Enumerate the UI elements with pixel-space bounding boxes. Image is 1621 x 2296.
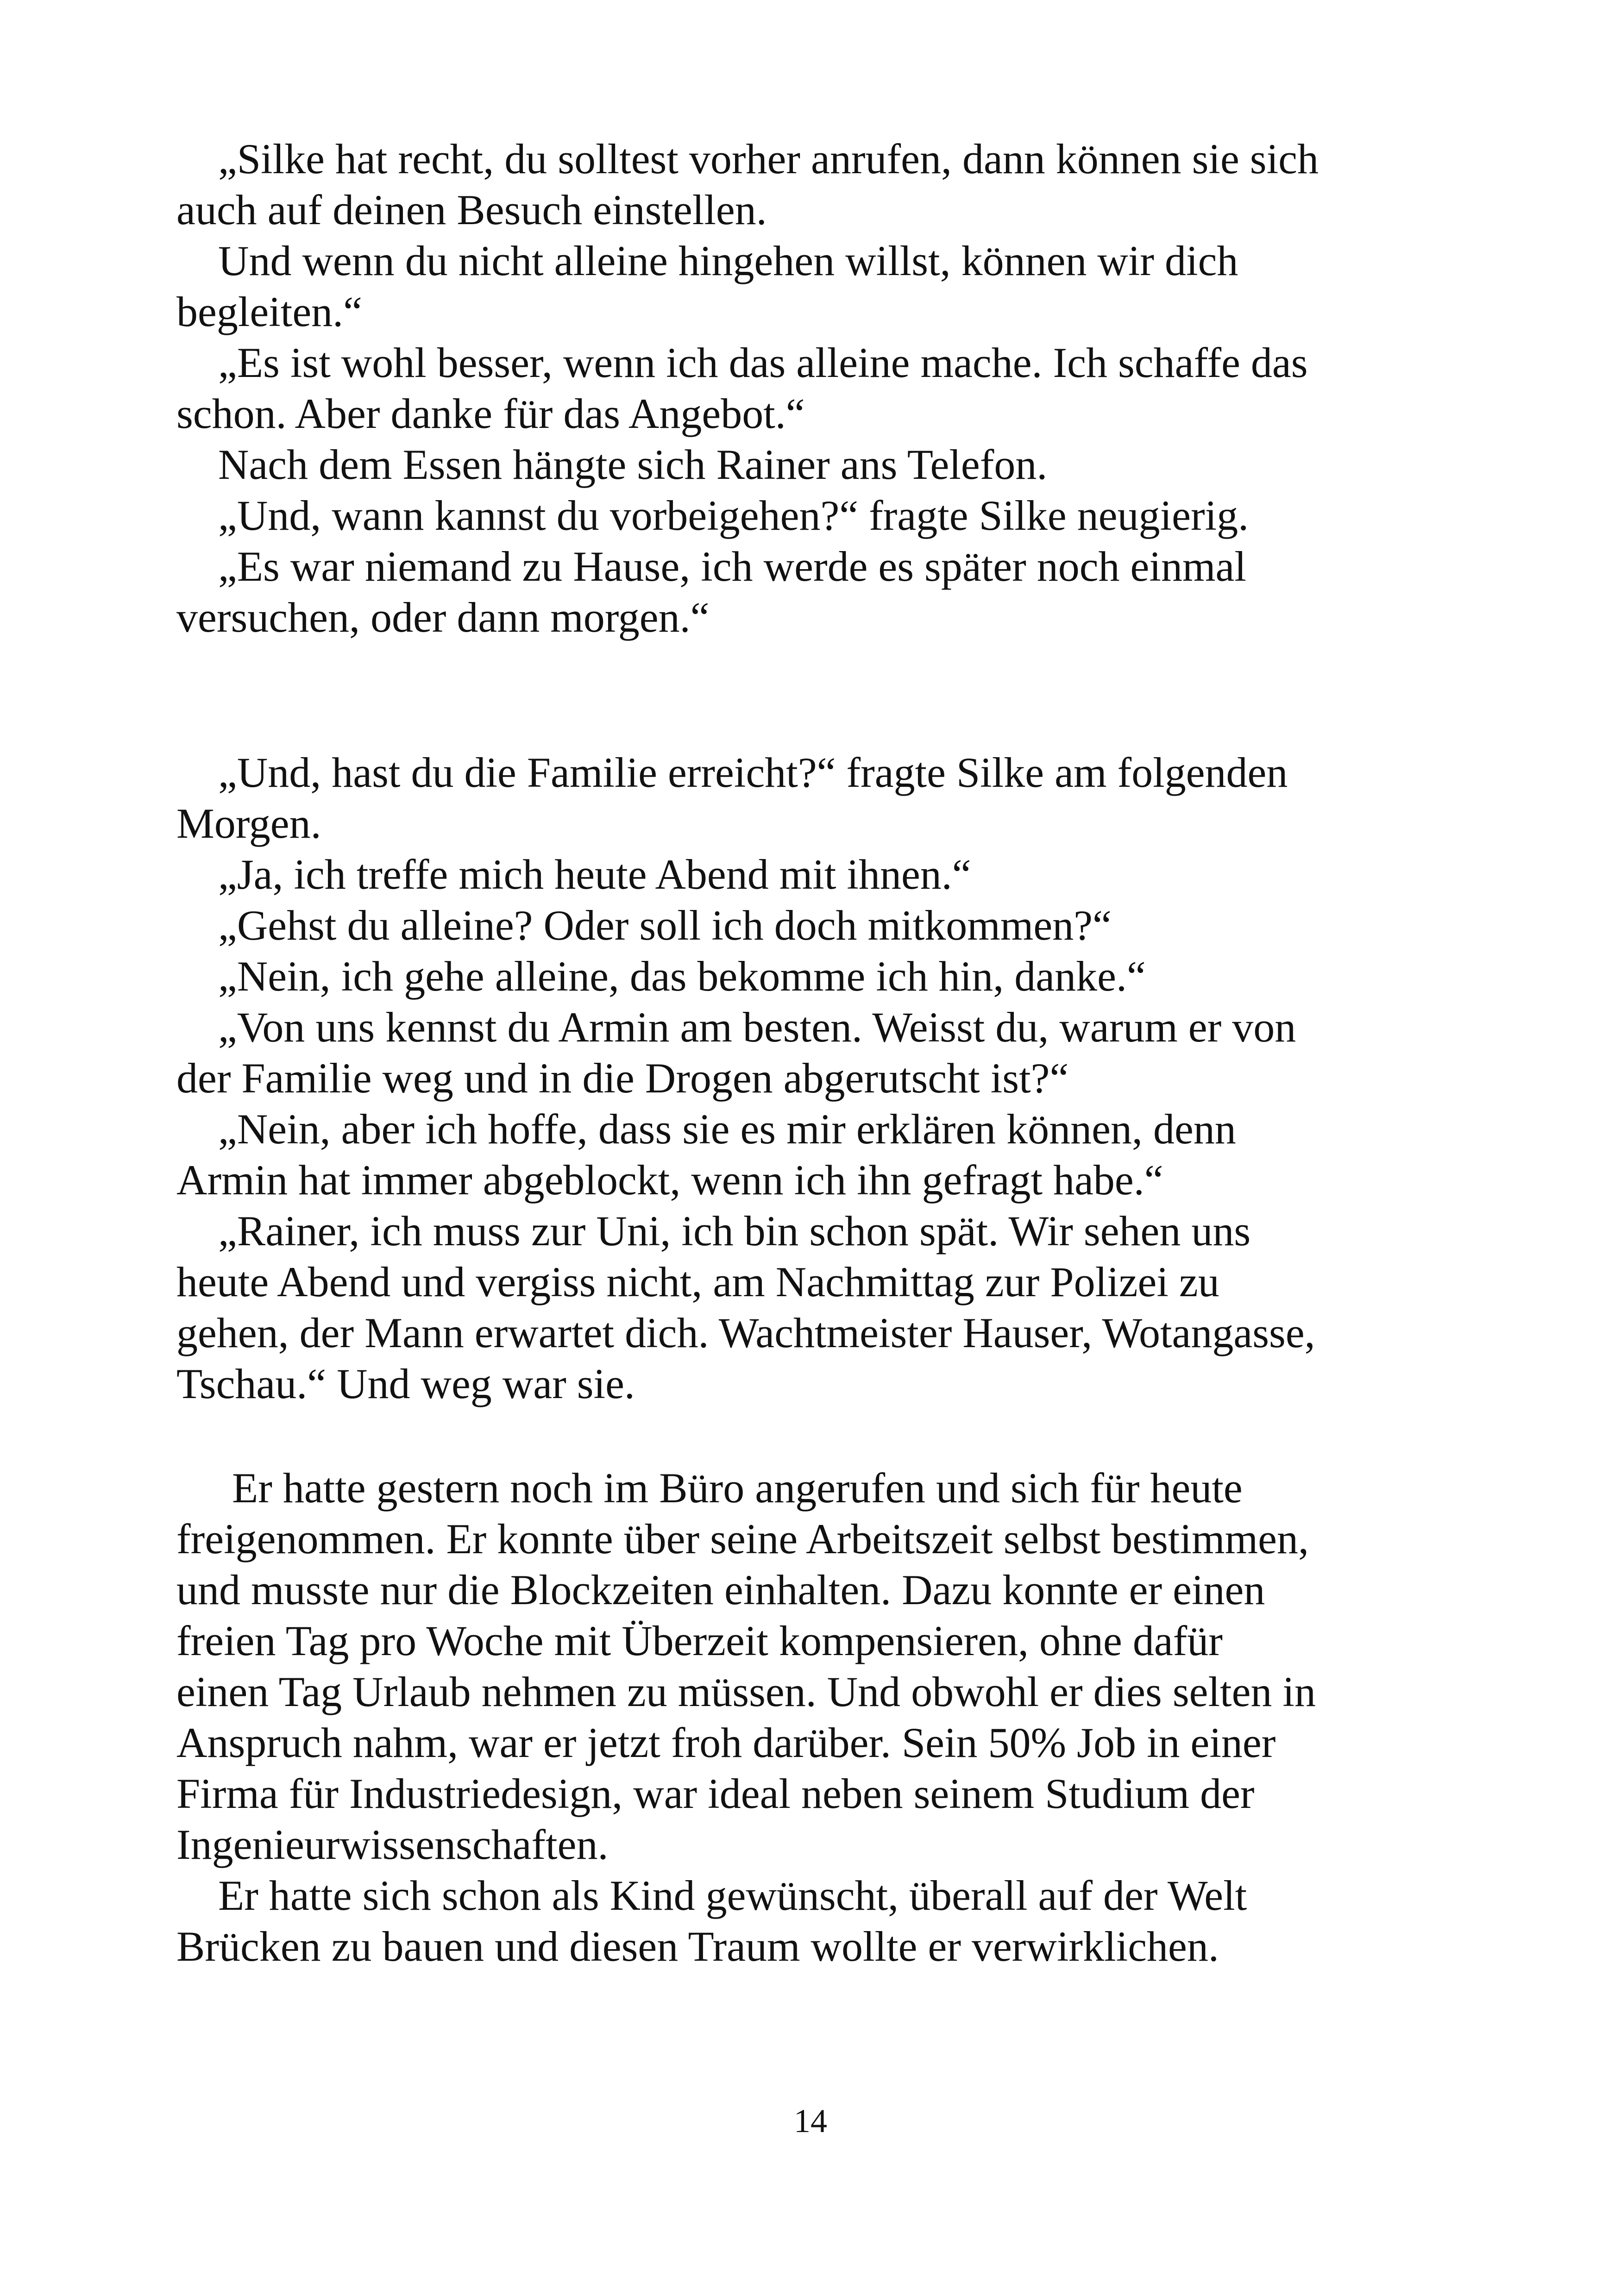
paragraph — [176, 1002, 1464, 1104]
paragraph — [176, 1870, 1464, 1972]
text-line: Und wenn du nicht alleine hingehen willst, können wir dich — [218, 237, 1238, 284]
paragraph — [176, 235, 1464, 337]
text-line: „Gehst du alleine? Oder soll ich doch mitkommen?“ — [218, 902, 1112, 949]
text-line: „Und, hast du die Familie erreicht?“ fragte Silke am folgenden — [218, 749, 1288, 796]
text-line: Nach dem Essen hängte sich Rainer ans Telefon. — [218, 441, 1048, 488]
text-line: „Rainer, ich muss zur Uni, ich bin schon spät. Wir sehen uns — [218, 1207, 1251, 1255]
text-line: Anspruch nahm, war er jetzt froh darüber. Sein 50% Job in einer — [176, 1719, 1276, 1766]
text-line: „Nein, aber ich hoffe, dass sie es mir erklären können, denn — [218, 1105, 1236, 1153]
text-line: Ingenieurwissenschaften. — [176, 1821, 609, 1868]
text-line: einen Tag Urlaub nehmen zu müssen. Und obwohl er dies selten in — [176, 1668, 1316, 1715]
paragraph — [176, 900, 1464, 951]
text-line: „Es ist wohl besser, wenn ich das alleine mache. Ich schaffe das — [218, 339, 1308, 386]
page-number: 14 — [794, 2102, 827, 2139]
text-line: Armin hat immer abgeblockt, wenn ich ihn gefragt habe.“ — [176, 1156, 1163, 1204]
paragraph — [176, 133, 1464, 235]
text-section-1 — [176, 133, 1464, 643]
text-line: Morgen. — [176, 800, 321, 847]
paragraph — [176, 747, 1464, 849]
text-line: Firma für Industriedesign, war ideal neben seinem Studium der — [176, 1770, 1255, 1817]
paragraph — [176, 951, 1464, 1002]
text-line: versuchen, oder dann morgen.“ — [176, 594, 710, 641]
text-line: Er hatte sich schon als Kind gewünscht, überall auf der Welt — [218, 1872, 1247, 1919]
text-line: gehen, der Mann erwartet dich. Wachtmeister Hauser, Wotangasse, — [176, 1309, 1315, 1356]
text-line: „Von uns kennst du Armin am besten. Weisst du, warum er von — [218, 1004, 1296, 1051]
text-line: Er hatte gestern noch im Büro angerufen und sich für heute — [232, 1464, 1243, 1512]
text-line: freigenommen. Er konnte über seine Arbeitszeit selbst bestimmen, — [176, 1515, 1309, 1562]
text-line: begleiten.“ — [176, 288, 363, 335]
text-section-3 — [176, 1462, 1464, 1972]
paragraph — [176, 1205, 1464, 1409]
paragraph — [176, 337, 1464, 439]
text-line: heute Abend und vergiss nicht, am Nachmittag zur Polizei zu — [176, 1258, 1219, 1305]
text-line: „Ja, ich treffe mich heute Abend mit ihnen.“ — [218, 851, 971, 898]
text-line: Brücken zu bauen und diesen Traum wollte er verwirklichen. — [176, 1923, 1219, 1970]
text-line: „Es war niemand zu Hause, ich werde es später noch einmal — [218, 543, 1246, 590]
text-line: Tschau.“ Und weg war sie. — [176, 1360, 635, 1407]
paragraph — [176, 1104, 1464, 1205]
text-line: „Silke hat recht, du solltest vorher anrufen, dann können sie sich — [218, 135, 1319, 182]
paragraph — [176, 439, 1464, 490]
text-line: und musste nur die Blockzeiten einhalten. Dazu konnte er einen — [176, 1566, 1265, 1613]
text-section-2 — [176, 747, 1464, 1409]
text-line: „Und, wann kannst du vorbeigehen?“ fragte Silke neugierig. — [218, 492, 1249, 539]
text-line: auch auf deinen Besuch einstellen. — [176, 186, 767, 233]
text-line: der Familie weg und in die Drogen abgerutscht ist?“ — [176, 1054, 1069, 1102]
paragraph — [176, 490, 1464, 541]
paragraph — [176, 1462, 1464, 1870]
paragraph — [176, 849, 1464, 900]
text-line: „Nein, ich gehe alleine, das bekomme ich hin, danke.“ — [218, 953, 1146, 1000]
text-line: freien Tag pro Woche mit Überzeit kompensieren, ohne dafür — [176, 1617, 1223, 1664]
paragraph — [176, 541, 1464, 643]
text-line: schon. Aber danke für das Angebot.“ — [176, 390, 805, 437]
